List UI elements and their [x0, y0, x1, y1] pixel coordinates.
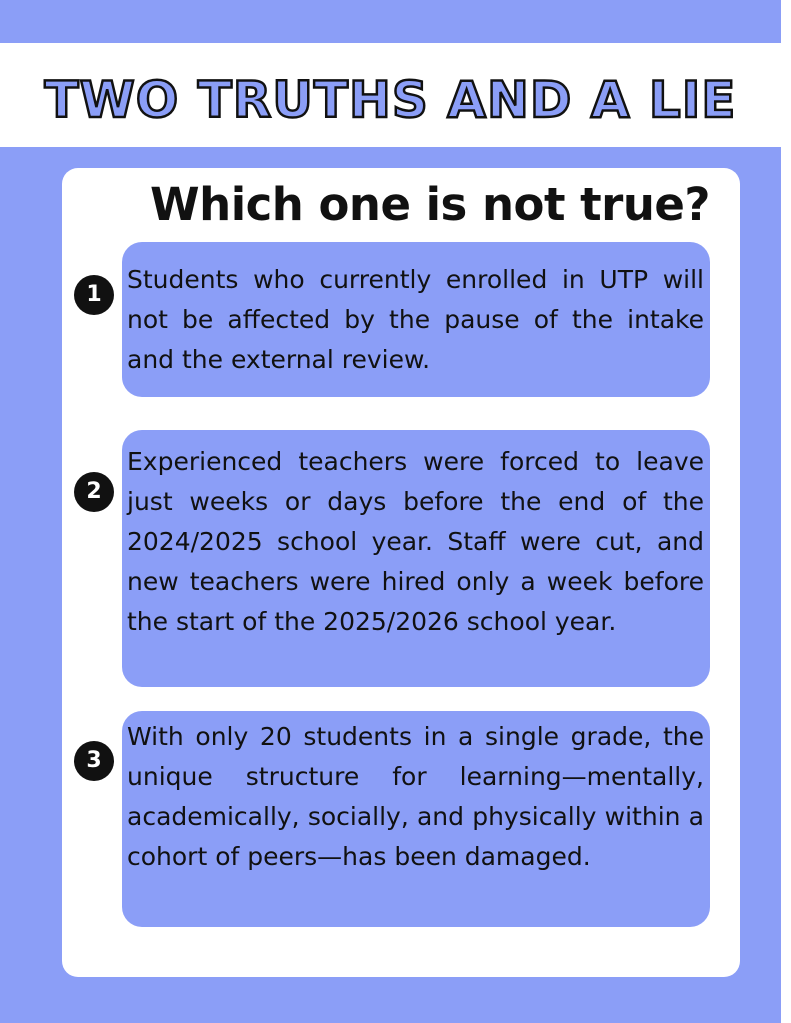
statement-2: Experienced teachers were forced to leave just weeks or days before the end of the 2024/2025 school year. Staff were cut, and new teachers were hired only a week before the start of the 2025/2026 school year. — [122, 430, 710, 687]
number-badge-3: 3 — [74, 741, 114, 781]
top-band — [0, 0, 781, 43]
page-title: TWO TRUTHS AND A LIE — [44, 71, 737, 129]
number-badge-1: 1 — [74, 275, 114, 315]
statement-3: With only 20 students in a single grade, the unique structure for learning—mentally, academically, socially, and physically within a cohort of peers—has been damaged. — [122, 711, 710, 927]
statement-1: Students who currently enrolled in UTP will not be affected by the pause of the intake and the external review. — [122, 242, 710, 397]
number-badge-2: 2 — [74, 472, 114, 512]
question-heading: Which one is not true? — [150, 178, 710, 231]
